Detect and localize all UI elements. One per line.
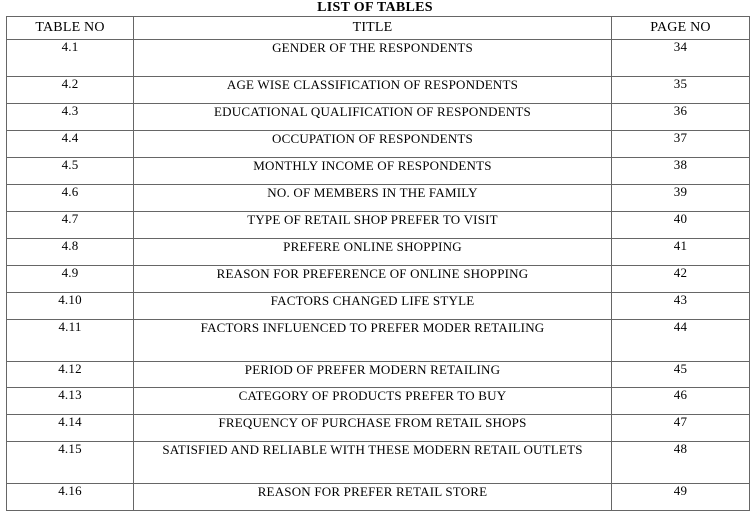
table-row (7, 185, 750, 212)
page-number: 38 (612, 158, 750, 185)
table-title: REASON FOR PREFER RETAIL STORE (134, 484, 612, 511)
table-number: 4.11 (7, 320, 134, 362)
table-number: 4.15 (7, 442, 134, 484)
column-header-page-no: PAGE NO (612, 17, 750, 40)
table-row (7, 320, 750, 362)
table-row (7, 293, 750, 320)
table-number: 4.14 (7, 415, 134, 442)
table-title: FACTORS INFLUENCED TO PREFER MODER RETAILING (134, 320, 612, 362)
page-number: 49 (612, 484, 750, 511)
page-number: 47 (612, 415, 750, 442)
table-row (7, 40, 750, 77)
table-row (7, 388, 750, 415)
table-number: 4.6 (7, 185, 134, 212)
page-number: 36 (612, 104, 750, 131)
page-number: 39 (612, 185, 750, 212)
table-number: 4.5 (7, 158, 134, 185)
table-title: CATEGORY OF PRODUCTS PREFER TO BUY (134, 388, 612, 415)
table-title: OCCUPATION OF RESPONDENTS (134, 131, 612, 158)
table-title: PERIOD OF PREFER MODERN RETAILING (134, 362, 612, 388)
table-title: FREQUENCY OF PURCHASE FROM RETAIL SHOPS (134, 415, 612, 442)
table-row (7, 266, 750, 293)
table-title: SATISFIED AND RELIABLE WITH THESE MODERN RETAIL OUTLETS (134, 442, 612, 484)
table-title: TYPE OF RETAIL SHOP PREFER TO VISIT (134, 212, 612, 239)
table-number: 4.1 (7, 40, 134, 77)
list-of-tables (6, 16, 750, 511)
table-title: FACTORS CHANGED LIFE STYLE (134, 293, 612, 320)
table-number: 4.3 (7, 104, 134, 131)
table-number: 4.8 (7, 239, 134, 266)
table-title: NO. OF MEMBERS IN THE FAMILY (134, 185, 612, 212)
page-number: 44 (612, 320, 750, 362)
table-row (7, 77, 750, 104)
table-title: AGE WISE CLASSIFICATION OF RESPONDENTS (134, 77, 612, 104)
table-number: 4.10 (7, 293, 134, 320)
table-row (7, 158, 750, 185)
page-number: 34 (612, 40, 750, 77)
table-number: 4.4 (7, 131, 134, 158)
table-row (7, 484, 750, 511)
table-row (7, 131, 750, 158)
table-title: EDUCATIONAL QUALIFICATION OF RESPONDENTS (134, 104, 612, 131)
table-row (7, 212, 750, 239)
table-number: 4.2 (7, 77, 134, 104)
page-number: 40 (612, 212, 750, 239)
table-number: 4.12 (7, 362, 134, 388)
table-title: PREFERE ONLINE SHOPPING (134, 239, 612, 266)
table-row (7, 442, 750, 484)
table-row (7, 415, 750, 442)
table-row (7, 239, 750, 266)
table-number: 4.16 (7, 484, 134, 511)
table-number: 4.7 (7, 212, 134, 239)
page-number: 37 (612, 131, 750, 158)
table-title: MONTHLY INCOME OF RESPONDENTS (134, 158, 612, 185)
page-number: 35 (612, 77, 750, 104)
page-title: LIST OF TABLES (317, 0, 433, 15)
header-row (7, 17, 750, 40)
table-title: REASON FOR PREFERENCE OF ONLINE SHOPPING (134, 266, 612, 293)
table-title: GENDER OF THE RESPONDENTS (134, 40, 612, 77)
page-number: 46 (612, 388, 750, 415)
page-number: 42 (612, 266, 750, 293)
table-row (7, 104, 750, 131)
page-number: 45 (612, 362, 750, 388)
table-number: 4.9 (7, 266, 134, 293)
page-number: 48 (612, 442, 750, 484)
column-header-table-no: TABLE NO (7, 17, 134, 40)
page-number: 41 (612, 239, 750, 266)
table-row (7, 362, 750, 388)
column-header-title: TITLE (134, 17, 612, 40)
page-number: 43 (612, 293, 750, 320)
table-number: 4.13 (7, 388, 134, 415)
